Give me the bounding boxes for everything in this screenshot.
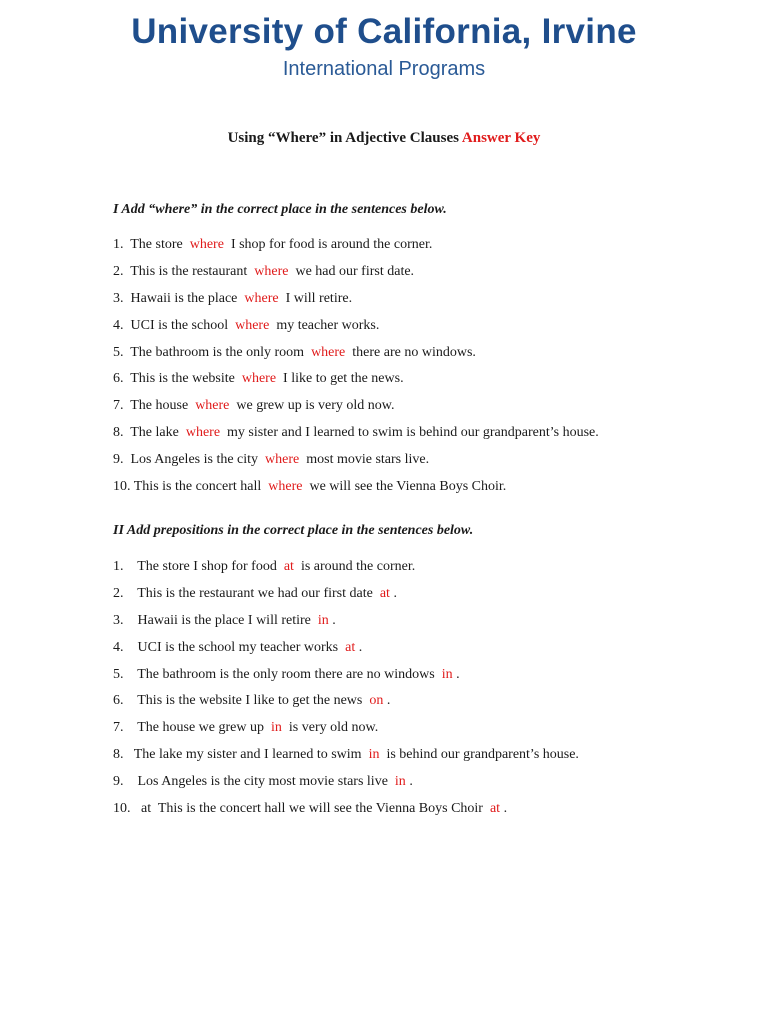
university-logo-text: University of California, Irvine	[131, 12, 637, 51]
section1-list	[113, 235, 733, 504]
answer-key-label: Answer Key	[461, 130, 541, 146]
list-item: 6. This is the website I like to get the news on .	[113, 693, 391, 709]
list-item: 6. This is the website where I like to get the news.	[113, 371, 404, 387]
list-item: 1. The store where I shop for food is around the corner.	[113, 237, 433, 252]
answer-word: where	[244, 290, 279, 306]
answer-word: at	[283, 559, 294, 574]
list-item: 5. The bathroom is the only room where there are no windows.	[113, 344, 476, 360]
list-item: 7. The house we grew up in is very old now.	[113, 720, 379, 736]
list-item: 5. The bathroom is the only room there are no windows in .	[113, 666, 460, 682]
answer-word: where	[268, 479, 303, 495]
answer-word: on	[369, 693, 384, 709]
section2-heading: II Add prepositions in the correct place in the sentences below.	[113, 523, 474, 538]
answer-word: where	[265, 452, 300, 468]
list-item: 10. at This is the concert hall we will see the Vienna Boys Choir at .	[113, 801, 508, 817]
answer-word: where	[241, 371, 277, 387]
list-item: 4. UCI is the school my teacher works at .	[113, 639, 363, 655]
list-item: 2. This is the restaurant we had our first date at .	[113, 585, 397, 601]
answer-word: at	[345, 639, 356, 655]
answer-word: at	[379, 585, 390, 601]
answer-word: in	[271, 720, 282, 736]
section1-heading: I Add “where” in the correct place in the sentences below.	[113, 202, 447, 217]
answer-word: where	[311, 344, 346, 360]
list-item: 3. Hawaii is the place where I will retire.	[113, 290, 353, 306]
answer-word: where	[189, 237, 224, 252]
list-item: 9. Los Angeles is the city where most movie stars live.	[113, 452, 430, 468]
title-main: Using “Where” in Adjective Clauses	[227, 130, 459, 146]
section2-list	[113, 557, 733, 826]
program-subtitle: International Programs	[282, 58, 486, 80]
answer-word: in	[317, 612, 329, 628]
answer-word: where	[195, 398, 230, 414]
list-item: 3. Hawaii is the place I will retire in .	[113, 612, 336, 628]
answer-word: in	[441, 666, 453, 682]
list-item: 10. This is the concert hall where we will see the Vienna Boys Choir.	[113, 479, 507, 495]
list-item: 2. This is the restaurant where we had our first date.	[113, 263, 415, 279]
answer-word: at	[489, 801, 501, 817]
answer-word: in	[394, 774, 406, 790]
answer-word: in	[368, 747, 380, 763]
list-item: 8. The lake where my sister and I learned to swim is behind our grandparent’s house.	[113, 425, 599, 441]
answer-word: where	[185, 425, 221, 441]
list-item: 4. UCI is the school where my teacher works.	[113, 317, 380, 333]
page-title	[0, 130, 768, 147]
list-item: 7. The house where we grew up is very old now.	[113, 398, 395, 414]
answer-word: where	[254, 263, 289, 279]
list-item: 1. The store I shop for food at is around the corner.	[113, 559, 416, 574]
list-item: 8. The lake my sister and I learned to swim in is behind our grandparent’s house.	[113, 747, 579, 763]
answer-word: where	[235, 317, 270, 333]
list-item: 9. Los Angeles is the city most movie stars live in .	[113, 774, 413, 790]
